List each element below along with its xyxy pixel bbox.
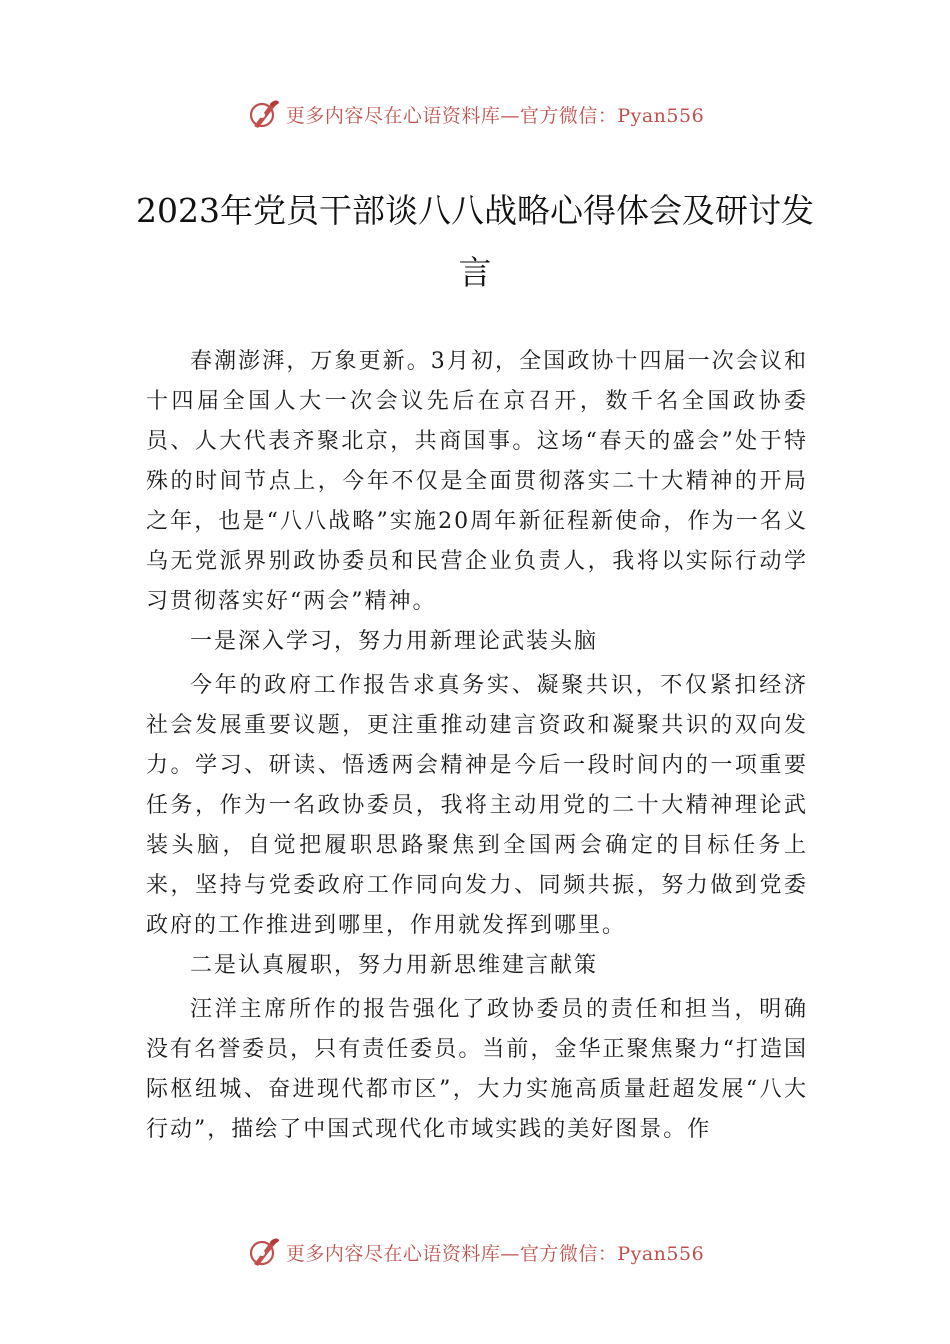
watermark-text: 更多内容尽在心语资料库—官方微信：Pyan556 bbox=[285, 104, 705, 127]
section-heading-2: 二是认真履职，努力用新思维建言献策 bbox=[190, 953, 599, 978]
red-quill-icon bbox=[246, 1234, 282, 1270]
footer-watermark bbox=[0, 1232, 950, 1272]
header-watermark bbox=[0, 94, 950, 134]
document-title: 2023年党员干部谈八八战略心得体会及研讨发言 bbox=[136, 191, 814, 292]
paragraph-section-1: 今年的政府工作报告求真务实、凝聚共识，不仅紧扣经济社会发展重要议题，更注重推动建言资政和凝聚共识的双向发力。学习、研读、悟透两会精神是今后一段时间内的一项重要任务，作为一名政协委员，我将主动用党的二十大精神理论武装头脑，自觉把履职思路聚焦到全国两会确定的目标任务上来，坚持与党委政府工作同向发力、同频共振，努力做到党委政府的工作推进到哪里，作用就发挥到哪里。 bbox=[146, 673, 808, 938]
paragraph-intro: 春潮澎湃，万象更新。3月初，全国政协十四届一次会议和十四届全国人大一次会议先后在京召开，数千名全国政协委员、人大代表齐聚北京，共商国事。这场“春天的盛会”处于特殊的时间节点上，今年不仅是全面贯彻落实二十大精神的开局之年，也是“八八战略”实施20周年新征程新使命，作为一名义乌无党派界别政协委员和民营企业负责人，我将以实际行动学习贯彻落实好“两会”精神。 bbox=[146, 349, 808, 614]
watermark-text: 更多内容尽在心语资料库—官方微信：Pyan556 bbox=[285, 1242, 705, 1265]
document-body bbox=[146, 342, 808, 1150]
paragraph-section-2: 汪洋主席所作的报告强化了政协委员的责任和担当，明确没有名誉委员，只有责任委员。当前，金华正聚焦聚力“打造国际枢纽城、奋进现代都市区”，大力实施高质量赶超发展“八大行动”，描绘了中国式现代化市域实践的美好图景。作 bbox=[146, 997, 808, 1142]
section-heading-1: 一是深入学习，努力用新理论武装头脑 bbox=[190, 629, 599, 654]
red-quill-icon bbox=[246, 96, 282, 132]
